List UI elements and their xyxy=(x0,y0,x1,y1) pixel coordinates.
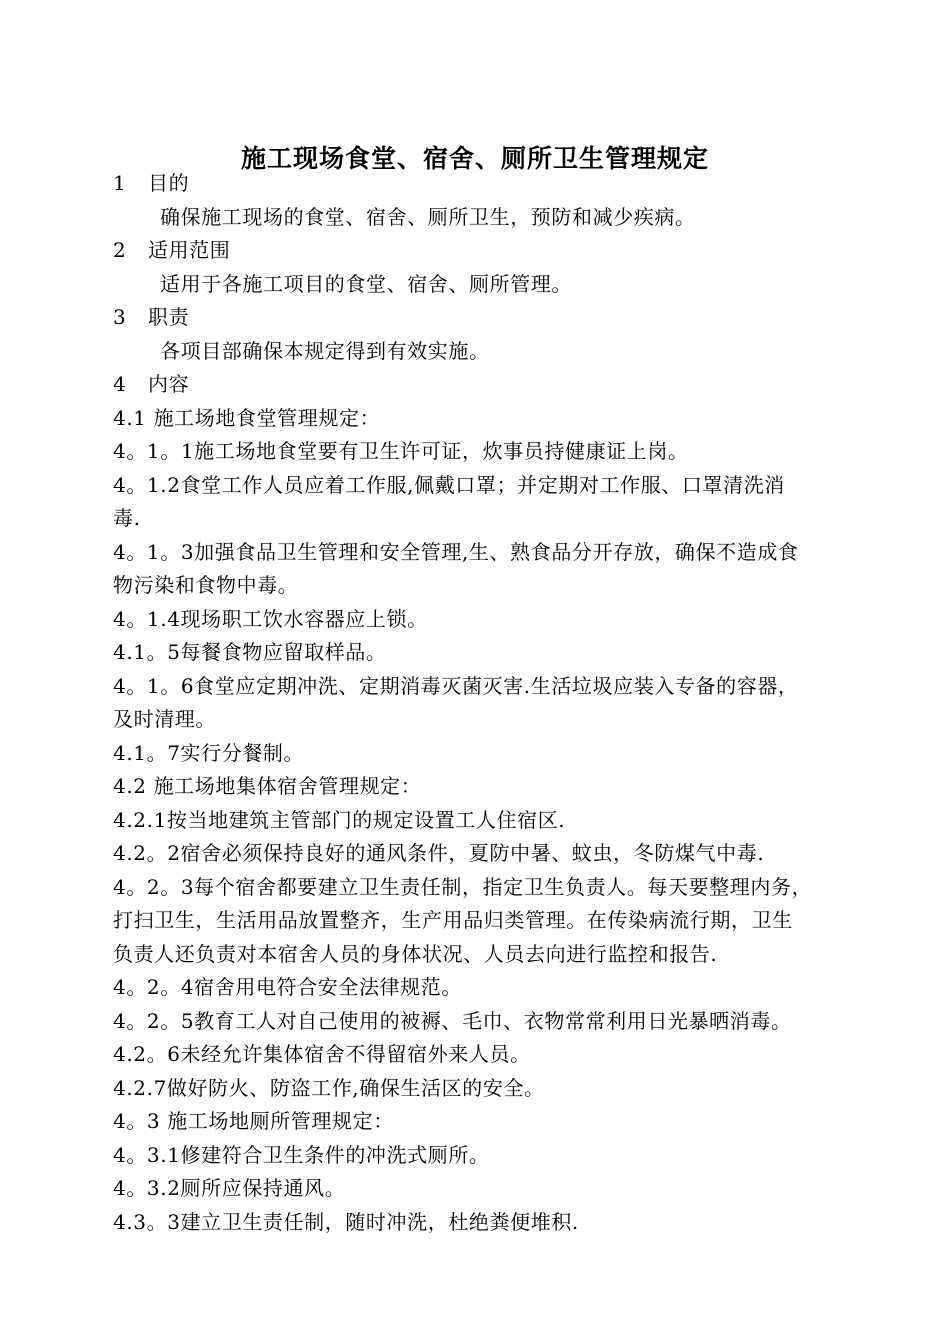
document-body xyxy=(113,167,873,1239)
document-title: 施工现场食堂、宿舍、厕所卫生管理规定 xyxy=(240,144,709,173)
section-3-text: 各项目部确保本规定得到有效实施。 xyxy=(160,338,490,363)
clause-line: 4。2。3每个宿舍都要建立卫生责任制，指定卫生负责人。每天要整理内务， xyxy=(113,874,813,899)
section-4-heading xyxy=(113,368,873,402)
clause-line-continued: 打扫卫生，生活用品放置整齐，生产用品归类管理。在传染病流行期，卫生 xyxy=(113,908,793,932)
clause-line: 4.2.7做好防火、防盗工作,确保生活区的安全。 xyxy=(113,1075,545,1100)
clause-line-continued: 及时清理。 xyxy=(113,707,216,731)
clause-line-continued: 毒. xyxy=(113,506,141,530)
clause-line: 4。2。4宿舍用电符合安全法律规范。 xyxy=(113,975,462,999)
section-2-text: 适用于各施工项目的食堂、宿舍、厕所管理。 xyxy=(160,271,572,296)
section-number: 3 xyxy=(113,305,127,329)
subsection-4-2-heading: 4.2 施工场地集体宿舍管理规定： xyxy=(113,774,422,798)
subsection-4-1-heading: 4.1 施工场地食堂管理规定： xyxy=(113,405,381,430)
clause-line: 4。3.2厕所应保持通风。 xyxy=(113,1176,346,1200)
clause-line: 4。1.4现场职工饮水容器应上锁。 xyxy=(113,606,428,631)
clause-line-continued: 物污染和食物中毒。 xyxy=(113,573,299,597)
clause-line: 4。1.2食堂工作人员应着工作服,佩戴口罩；并定期对工作服、口罩清洗消 xyxy=(113,472,785,497)
section-3-heading xyxy=(113,301,873,335)
clause-line: 4。1。6食堂应定期冲洗、定期消毒灭菌灭害.生活垃圾应装入专备的容器， xyxy=(113,673,799,698)
clause-line: 4。2。5教育工人对自己使用的被褥、毛巾、衣物常常利用日光暴晒消毒。 xyxy=(113,1008,792,1033)
section-heading: 内容 xyxy=(148,372,190,396)
subsection-4-3-heading: 4。3 施工场地厕所管理规定： xyxy=(113,1109,394,1133)
section-1-heading xyxy=(113,167,873,201)
section-number: 1 xyxy=(113,171,127,195)
clause-line: 4。3.1修建符合卫生条件的冲洗式厕所。 xyxy=(113,1142,490,1167)
clause-line: 4。1。1施工场地食堂要有卫生许可证，炊事员持健康证上岗。 xyxy=(113,439,689,463)
clause-line: 4.1。5每餐食物应留取样品。 xyxy=(113,640,387,664)
section-1-text: 确保施工现场的食堂、宿舍、厕所卫生，预防和减少疾病。 xyxy=(160,204,696,229)
clause-line-continued: 负责人还负责对本宿舍人员的身体状况、人员去向进行监控和报告. xyxy=(113,941,718,966)
section-heading: 适用范围 xyxy=(148,238,231,262)
section-2-heading xyxy=(113,234,873,268)
clause-line: 4.2.1按当地建筑主管部门的规定设置工人住宿区. xyxy=(113,807,566,832)
clause-line: 4.2。2宿舍必须保持良好的通风条件，夏防中暑、蚊虫，冬防煤气中毒. xyxy=(113,841,765,865)
section-heading: 职责 xyxy=(148,305,190,329)
section-heading: 目的 xyxy=(148,171,190,195)
clause-line: 4。1。3加强食品卫生管理和安全管理,生、熟食品分开存放，确保不造成食 xyxy=(113,539,799,564)
clause-line: 4.3。3建立卫生责任制，随时冲洗，杜绝粪便堆积. xyxy=(113,1209,579,1234)
clause-line: 4.2。6未经允许集体宿舍不得留宿外来人员。 xyxy=(113,1042,531,1066)
section-number: 4 xyxy=(113,372,127,396)
clause-line: 4.1。7实行分餐制。 xyxy=(113,740,305,765)
section-number: 2 xyxy=(113,238,127,262)
